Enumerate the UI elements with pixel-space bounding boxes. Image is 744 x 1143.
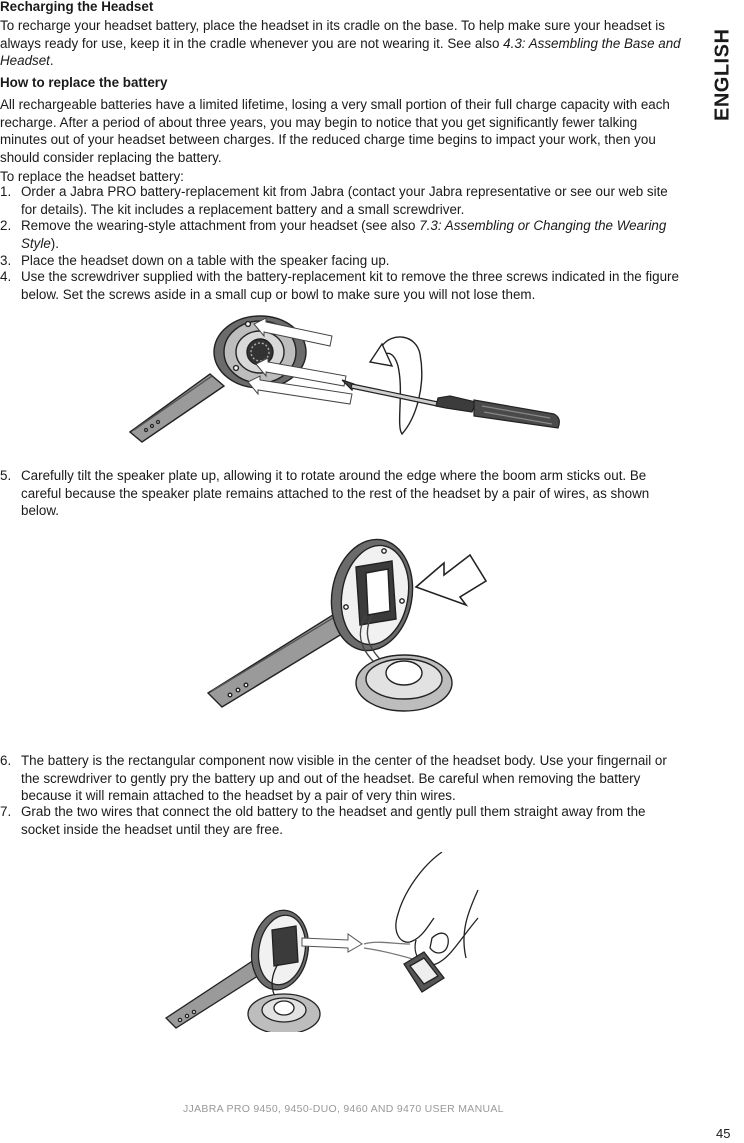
section-heading-replace-battery: How to replace the battery	[0, 75, 168, 90]
figure-tilt-speaker-plate	[200, 533, 490, 713]
screwdriver-illustration	[342, 380, 559, 428]
pull-direction-arrow	[302, 934, 362, 952]
cross-reference-link[interactable]: 4.3: Assembling the Base and Headset	[0, 35, 681, 69]
cross-reference-link[interactable]: 7.3: Assembling or Changing the Wearing Style	[21, 218, 667, 251]
manual-footer: JJABRA PRO 9450, 9450-DUO, 9460 AND 9470 USER MANUAL	[183, 1103, 504, 1115]
steps-intro: To replace the headset battery:	[0, 169, 184, 184]
step-5: 5. Carefully tilt the speaker plate up, allowing it to rotate around the edge where the boom arm sticks out. Be careful because the speaker plate remains attached to the rest of the headset by a pair of wires, as shown below.	[0, 468, 650, 519]
step-4: 4. Use the screwdriver supplied with the battery-replacement kit to remove the three screws indicated in the figure below. Set the screws aside in a small cup or bowl to make sure you will not lose them.	[0, 269, 679, 302]
section-heading-recharging: Recharging the Headset	[0, 0, 154, 14]
page-number: 45	[716, 1126, 731, 1141]
step-6: 6. The battery is the rectangular component now visible in the center of the headset body. Use your fingernail or the screwdriver to gently pry the battery up and out of the headset. Be careful when removing the battery because it will remain attached to the headset by a pair of very thin wires.	[0, 753, 667, 804]
headset-illustration	[166, 906, 320, 1032]
step-3: 3. Place the headset down on a table with the speaker facing up.	[0, 253, 390, 268]
battery-indicator-arrow	[416, 555, 486, 605]
hand-with-battery-illustration	[364, 852, 478, 992]
language-tab: ENGLISH	[711, 28, 734, 122]
recharging-text: To recharge your headset battery, place the headset in its cradle on the base. To help make sure your headset is always ready for use, keep it in the cradle whenever you are not wearing it. See also	[0, 18, 665, 51]
figure-remove-battery	[160, 852, 500, 1032]
recharging-paragraph: To recharge your headset battery, place the headset in its cradle on the base. To help make sure your headset is always ready for use, keep it in the cradle whenever you are not wearing it. See also 4.3: Assembling the Base and Headset.	[0, 18, 681, 69]
step-2: 2. Remove the wearing-style attachment from your headset (see also 7.3: Assembling or Changing the Wearing Style).	[0, 218, 667, 251]
step-7: 7. Grab the two wires that connect the old battery to the headset and gently pull them straight away from the socket inside the headset until they are free.	[0, 804, 646, 837]
headset-illustration	[208, 533, 452, 711]
figure-remove-screws	[120, 306, 570, 444]
rotation-arrow	[370, 337, 422, 434]
battery-lifetime-paragraph: All rechargeable batteries have a limited lifetime, losing a very small portion of their full charge capacity with each recharge. After a period of about three years, you may begin to notice that you get significantly fewer talking minutes out of your headset between charges. If the reduced charge time begins to impact your work, then you should consider replacing the battery.	[0, 97, 670, 165]
step-1: 1. Order a Jabra PRO battery-replacement kit from Jabra (contact your Jabra representative or see our web site for details). The kit includes a replacement battery and a small screwdriver.	[0, 184, 668, 217]
